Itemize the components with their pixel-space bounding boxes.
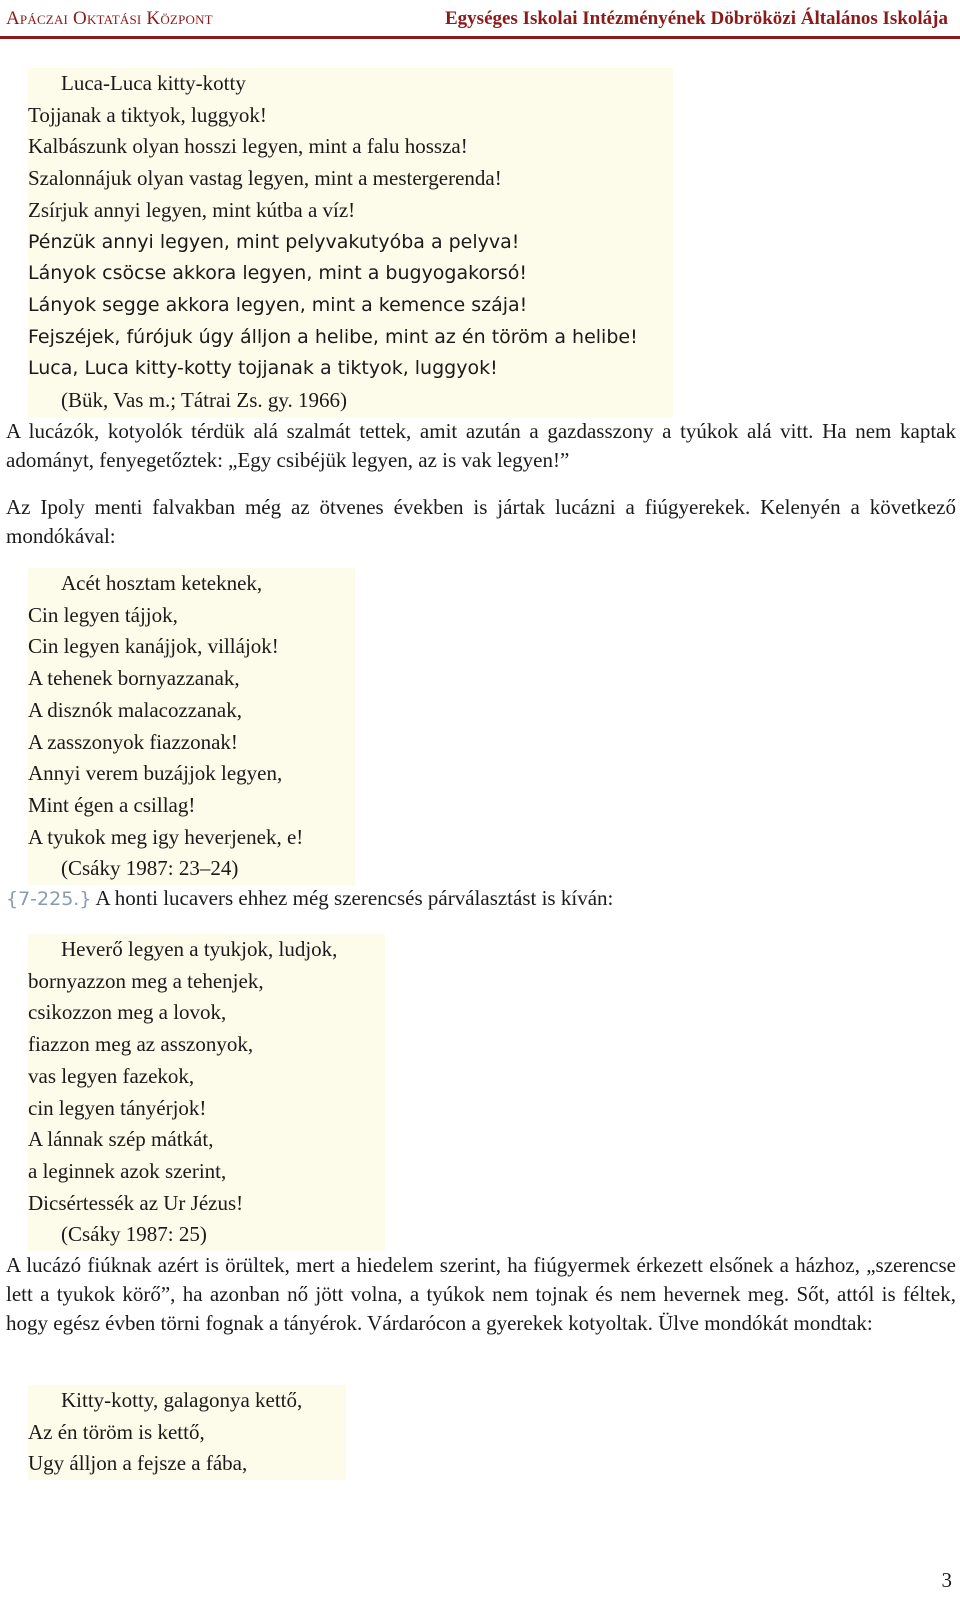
- verse-line: Ugy álljon a fejsze a fába,: [28, 1451, 248, 1476]
- verse-block-3: [28, 934, 385, 1251]
- verse-line: Annyi verem buzájjok legyen,: [28, 761, 283, 786]
- page-number: 3: [941, 1568, 952, 1592]
- verse-block-2: [28, 568, 355, 885]
- paragraph-3: [6, 884, 956, 914]
- verse-line: a leginnek azok szerint,: [28, 1158, 227, 1183]
- page-reference: {7-225.}: [6, 888, 92, 910]
- verse-line: fiazzon meg az asszonyok,: [28, 1032, 254, 1057]
- verse-line: vas legyen fazekok,: [28, 1063, 195, 1088]
- verse-line: Kitty-kotty, galagonya kettő,: [61, 1388, 303, 1412]
- verse-line: Cin legyen tájjok,: [28, 602, 178, 627]
- verse-line: cin legyen tányérjok!: [28, 1095, 207, 1120]
- verse-line: A tehenek bornyazzanak,: [28, 666, 240, 691]
- verse-line: Mint égen a csillag!: [28, 792, 196, 817]
- verse-line: csikozzon meg a lovok,: [28, 1000, 227, 1025]
- header-school-name: Egységes Iskolai Intézményének Döbröközi Általános Iskolája: [445, 8, 948, 29]
- verse-line: Luca, Luca kitty-kotty tojjanak a tiktyok, luggyok!: [28, 357, 498, 380]
- verse-line: Lányok segge akkora legyen, mint a kemence szája!: [28, 293, 528, 316]
- verse-line: Acét hosztam keteknek,: [61, 571, 263, 595]
- header-publisher: Apáczai Oktatási Központ: [6, 8, 213, 29]
- verse-line: Cin legyen kanájjok, villájok!: [28, 634, 279, 659]
- verse-citation: (Csáky 1987: 23–24): [61, 856, 239, 881]
- verse-block-4: [28, 1385, 346, 1480]
- header-rule: [0, 36, 960, 39]
- verse-line: Tojjanak a tiktyok, luggyok!: [28, 102, 267, 127]
- verse-line: Lányok csöcse akkora legyen, mint a bugyogakorsó!: [28, 262, 528, 285]
- verse-line: Fejszéjek, fúrójuk úgy álljon a helibe, mint az én töröm a helibe!: [28, 325, 638, 348]
- verse-line: Luca-Luca kitty-kotty: [61, 71, 246, 95]
- verse-line: A lánnak szép mátkát,: [28, 1127, 214, 1152]
- verse-citation: (Csáky 1987: 25): [61, 1222, 207, 1247]
- verse-line: Szalonnájuk olyan vastag legyen, mint a mestergerenda!: [28, 166, 502, 191]
- verse-line: A zasszonyok fiazzonak!: [28, 729, 238, 754]
- paragraph-2: Az Ipoly menti falvakban még az ötvenes években is jártak lucázni a fiúgyerekek. Kelenyén a következő mondókával:: [6, 495, 956, 548]
- verse-line: Heverő legyen a tyukjok, ludjok,: [61, 937, 338, 961]
- verse-line: Kalbászunk olyan hosszi legyen, mint a falu hossza!: [28, 134, 468, 159]
- verse-line: A tyukok meg igy heverjenek, e!: [28, 824, 304, 849]
- verse-line: bornyazzon meg a tehenjek,: [28, 968, 264, 993]
- paragraph-1: A lucázók, kotyolók térdük alá szalmát tettek, amit azután a gazdasszony a tyúkok alá vitt. Ha nem kaptak adományt, fenyegetőztek: „Egy csibéjük legyen, az is vak legyen!”: [6, 419, 956, 472]
- paragraph-3-text: A honti lucavers ehhez még szerencsés párválasztást is kíván:: [95, 886, 614, 910]
- verse-line: Az én töröm is kettő,: [28, 1419, 205, 1444]
- verse-block-1: [28, 68, 673, 417]
- paragraph-4: A lucázó fiúknak azért is örültek, mert a hiedelem szerint, ha fiúgyermek érkezett elsőnek a házhoz, „szerencse lett a tyukok körő”, ha azonban nő jött volna, a tyúkok nem tojnak és nem hevernek meg. Sőt, attól is féltek, hogy egész évben törni fognak a tányérok. Várdarócon a gyerekek kotyoltak. Ülve mondókát mondtak:: [6, 1253, 956, 1335]
- verse-line: A disznók malacozzanak,: [28, 697, 242, 722]
- verse-line: Dicsértessék az Ur Jézus!: [28, 1190, 244, 1215]
- verse-citation: (Bük, Vas m.; Tátrai Zs. gy. 1966): [61, 388, 348, 413]
- verse-line: Pénzük annyi legyen, mint pelyvakutyóba a pelyva!: [28, 230, 520, 253]
- page-header: [0, 0, 960, 40]
- verse-line: Zsírjuk annyi legyen, mint kútba a víz!: [28, 197, 356, 222]
